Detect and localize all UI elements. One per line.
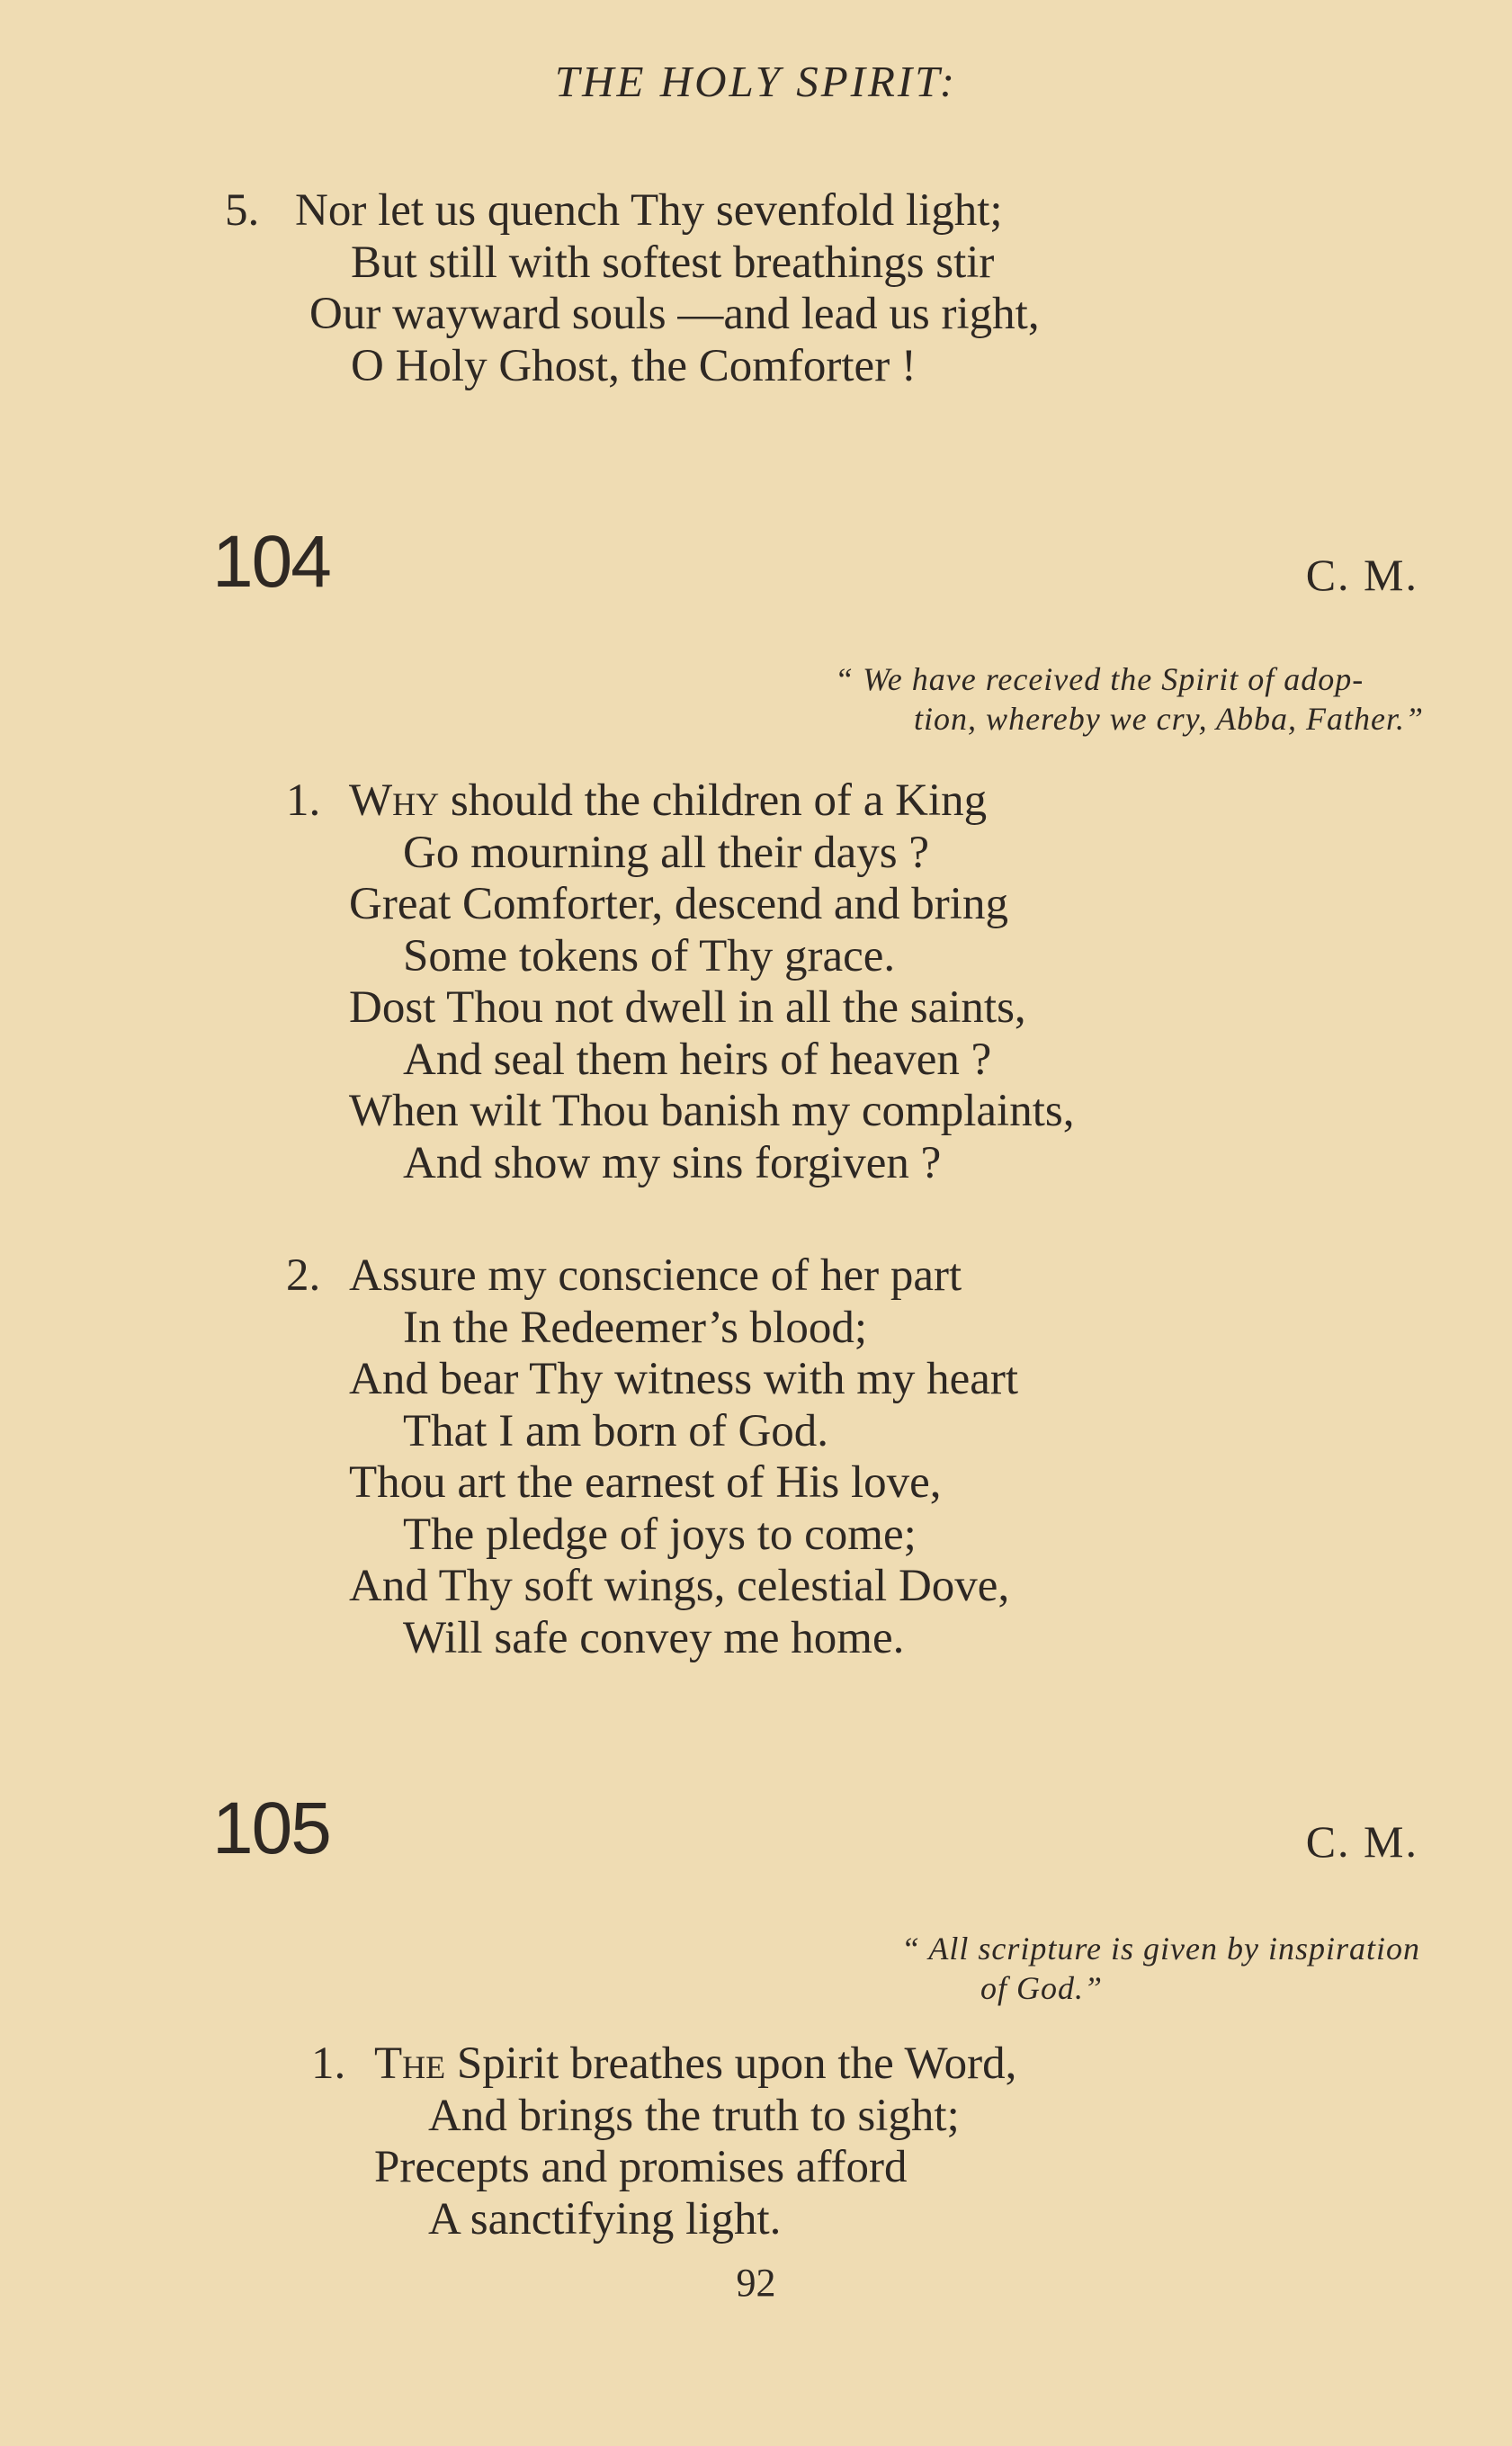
verse-line: 5. Nor let us quench Thy sevenfold light; — [225, 185, 1003, 236]
verse-line: And brings the truth to sight; — [428, 2090, 960, 2141]
verse-line: Thou art the earnest of His love, — [349, 1457, 942, 1508]
verse-line: And show my sins forgiven ? — [403, 1137, 942, 1188]
verse-line: Go mourning all their days ? — [403, 827, 929, 878]
hymn-meter: C. M. — [1305, 550, 1418, 600]
stanza-number: 1. — [286, 775, 321, 826]
hymn-epigraph: “ We have received the Spirit of adop- tion, whereby we cry, Abba, Father.” — [835, 661, 1424, 737]
stanza — [286, 1250, 1018, 1664]
verse-line: Our wayward souls —and lead us right, — [309, 289, 1040, 339]
verse-line: A sanctifying light. — [428, 2193, 782, 2244]
verse-line: That I am born of God. — [403, 1405, 829, 1456]
running-head: THE HOLY SPIRIT: — [554, 57, 958, 106]
hymn-epigraph: “ All scripture is given by inspiration of God.” — [901, 1931, 1420, 2006]
verse-line: But still with softest breathings stir — [351, 237, 995, 288]
verse-line: Dost Thou not dwell in all the saints, — [349, 982, 1026, 1033]
verse-line: 2. Assure my conscience of her part — [286, 1250, 962, 1301]
verse-line: And bear Thy witness with my heart — [349, 1354, 1019, 1404]
stanza-number: 1. — [311, 2038, 346, 2089]
stanza-number: 5. — [225, 185, 260, 236]
verse-line: When wilt Thou banish my complaints, — [349, 1086, 1075, 1136]
hymn-number: 104 — [212, 521, 330, 603]
hymn-number: 105 — [212, 1787, 330, 1869]
verse-line: Precepts and promises afford — [374, 2142, 908, 2192]
verse-line: Great Comforter, descend and bring — [349, 879, 1008, 929]
page-number: 92 — [736, 2261, 776, 2305]
verse-line: O Holy Ghost, the Comforter ! — [351, 340, 917, 391]
stanza — [311, 2038, 1016, 2245]
verse-line: 1. The Spirit breathes upon the Word, — [311, 2038, 1017, 2089]
hymn-meter: C. M. — [1305, 1816, 1418, 1867]
verse-line: And seal them heirs of heaven ? — [403, 1034, 992, 1085]
verse-line: Some tokens of Thy grace. — [403, 930, 896, 981]
stanza — [286, 775, 1074, 1189]
verse-line: The pledge of joys to come; — [403, 1509, 917, 1560]
stanza-number: 2. — [286, 1250, 321, 1301]
verse-line: In the Redeemer’s blood; — [403, 1302, 868, 1353]
verse-line: Will safe convey me home. — [403, 1612, 905, 1663]
verse-line: And Thy soft wings, celestial Dove, — [349, 1561, 1010, 1611]
continuation-stanza — [225, 185, 1040, 392]
verse-line: 1. Why should the children of a King — [286, 775, 988, 826]
